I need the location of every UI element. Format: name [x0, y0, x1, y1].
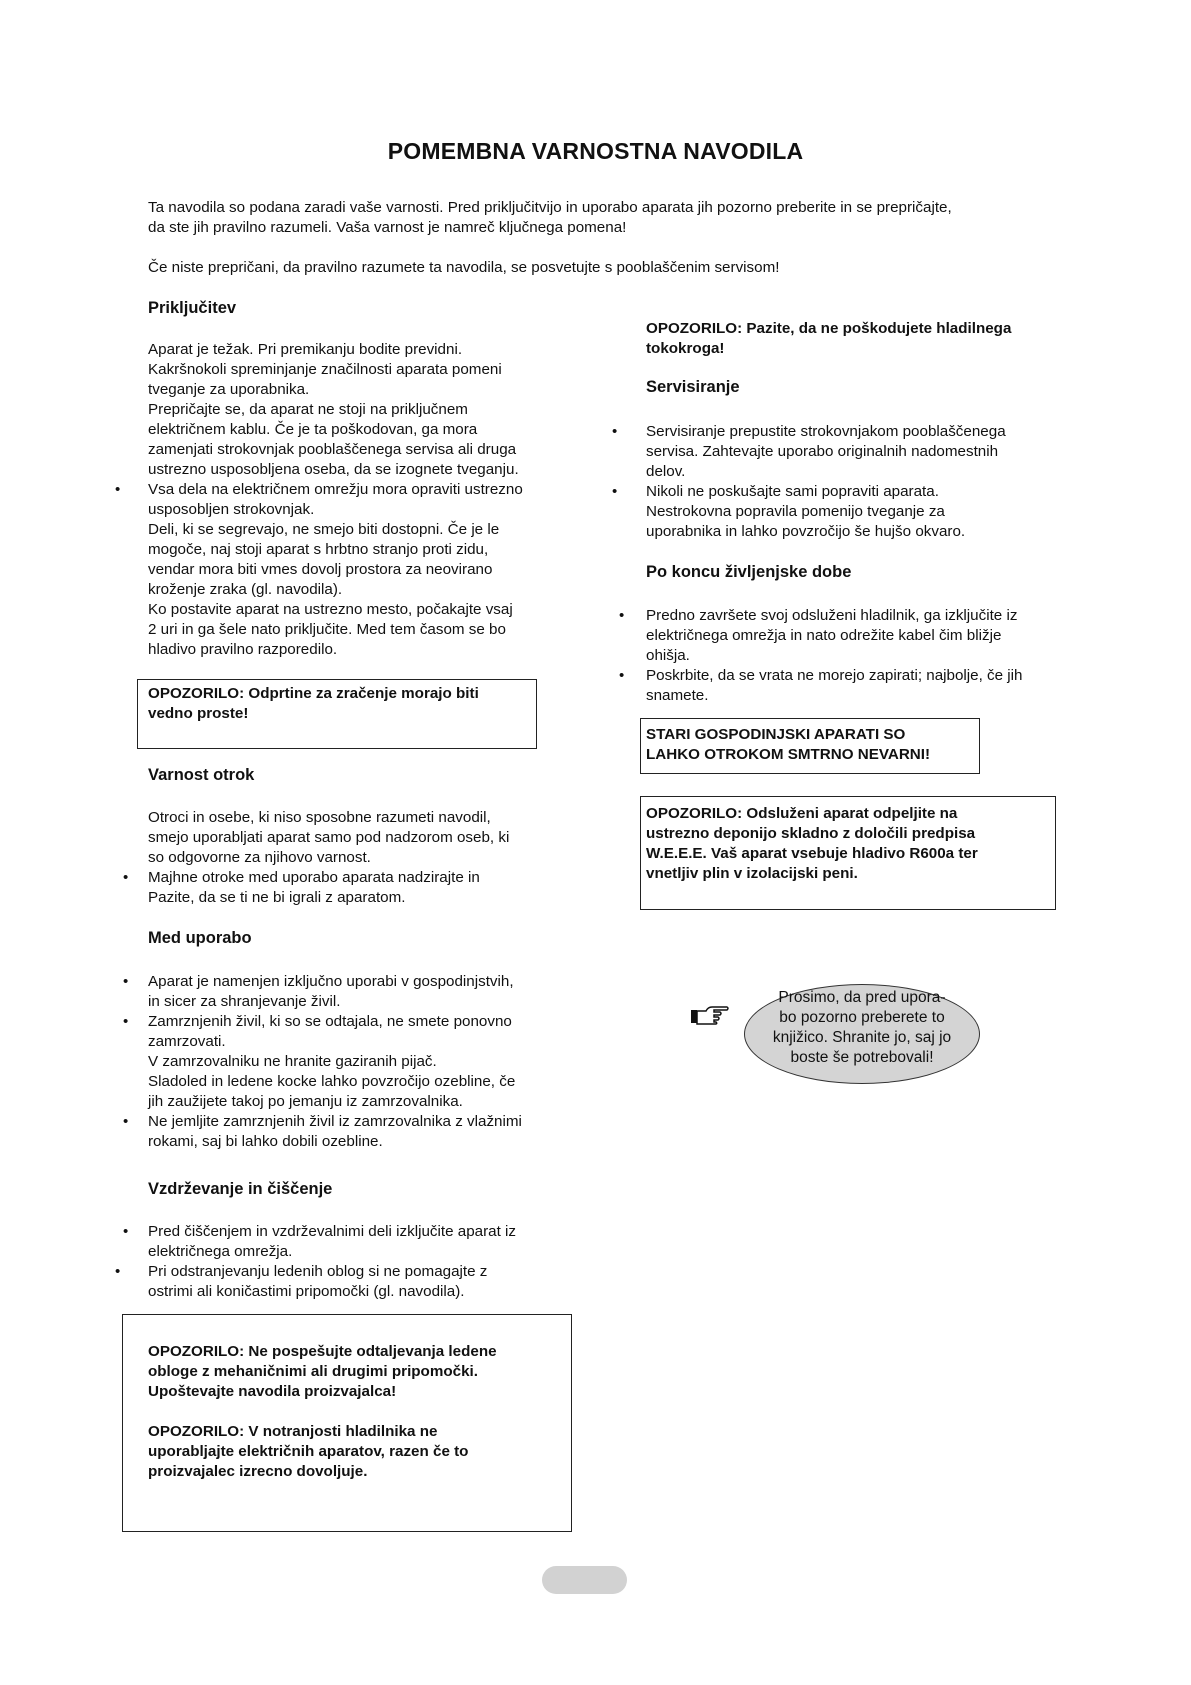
text-line: uporabnika in lahko povzročijo še hujšo okvaro.	[646, 523, 966, 540]
warning-electric-line: uporabljajte električnih aparatov, razen če to	[148, 1443, 469, 1460]
bullet: •	[123, 869, 129, 886]
note-line: Prosimo, da pred upora-	[778, 989, 946, 1006]
text-line: Majhne otroke med uporabo aparata nadzirajte in	[148, 869, 480, 886]
text-line: vendar mora biti vmes dovolj prostora za neovirano	[148, 561, 493, 578]
text-line: Ne jemljite zamrznjenih živil iz zamrzovalnika z vlažnimi	[148, 1113, 522, 1130]
warning-electric-line: OPOZORILO: V notranjosti hladilnika ne	[148, 1423, 438, 1440]
text-line: V zamrzovalniku ne hranite gaziranih pijač.	[148, 1053, 437, 1070]
heading-med-uporabo: Med uporabo	[148, 929, 252, 947]
text-line: električnem kablu. Če je ta poškodovan, ga mora	[148, 421, 478, 438]
text-line: Pazite, da se ti ne bi igrali z aparatom.	[148, 889, 406, 906]
text-line: usposobljen strokovnjak.	[148, 501, 315, 518]
text-line: Prepričajte se, da aparat ne stoji na priključnem	[148, 401, 468, 418]
disposal-line: OPOZORILO: Odsluženi aparat odpeljite na	[646, 805, 958, 822]
text-line: ostrimi ali koničastimi pripomočki (gl. navodila).	[148, 1283, 465, 1300]
heading-po-koncu: Po koncu življenjske dobe	[646, 563, 852, 581]
text-line: Zamrznjenih živil, ki so se odtajala, ne smete ponovno	[148, 1013, 512, 1030]
page-title: POMEMBNA VARNOSTNA NAVODILA	[387, 138, 804, 164]
text-line: 2 uri in ga šele nato priključite. Med tem časom se bo	[148, 621, 506, 638]
text-line: Kakršnokoli spreminjanje značilnosti aparata pomeni	[148, 361, 502, 378]
bullet: •	[115, 1263, 121, 1280]
heading-varnost-otrok: Varnost otrok	[148, 766, 255, 784]
text-line: Ko postavite aparat na ustrezno mesto, počakajte vsaj	[148, 601, 513, 618]
disposal-line: vnetljiv plin v izolacijski peni.	[646, 865, 858, 882]
bullet: •	[123, 973, 129, 990]
text-line: in sicer za shranjevanje živil.	[148, 993, 341, 1010]
text-line: zamenjati strokovnjak pooblaščenega servisa ali druga	[148, 441, 517, 458]
warning-defrost-line: obloge z mehaničnimi ali drugimi pripomočki.	[148, 1363, 478, 1380]
text-line: tveganje za uporabnika.	[148, 381, 310, 398]
note-text	[752, 988, 972, 1068]
bullet: •	[619, 607, 625, 624]
bullet: •	[123, 1013, 129, 1030]
old-appliances-line-1: STARI GOSPODINJSKI APARATI SO	[646, 726, 906, 743]
text-line: Pri odstranjevanju ledenih oblog si ne pomagajte z	[148, 1263, 488, 1280]
warning-vents-line-2: vedno proste!	[148, 705, 249, 722]
text-line: delov.	[646, 463, 686, 480]
warning-circuit-line-2: tokokroga!	[646, 340, 725, 357]
heading-vzdrzevanje: Vzdrževanje in čiščenje	[148, 1180, 333, 1198]
warning-vents-line-1: OPOZORILO: Odprtine za zračenje morajo biti	[148, 685, 479, 702]
text-line: Nestrokovna popravila pomenijo tveganje za	[646, 503, 945, 520]
warning-defrost-line: Upoštevajte navodila proizvajalca!	[148, 1383, 397, 1400]
text-line: Deli, ki se segrevajo, ne smejo biti dostopni. Če je le	[148, 521, 500, 538]
heading-prikljucitev: Priključitev	[148, 299, 237, 317]
text-line: mogoče, naj stoji aparat s hrbtno stranjo proti zidu,	[148, 541, 489, 558]
text-line: jih zaužijete takoj po jemanju iz zamrzovalnika.	[148, 1093, 463, 1110]
text-line: hladivo pravilno razporedilo.	[148, 641, 338, 658]
bullet: •	[612, 423, 618, 440]
warning-electric-line: proizvajalec izrecno dovoljuje.	[148, 1463, 368, 1480]
bullet: •	[619, 667, 625, 684]
text-line: servisa. Zahtevajte uporabo originalnih nadomestnih	[646, 443, 999, 460]
pointing-hand-icon	[690, 1004, 730, 1026]
intro-line-2: da ste jih pravilno razumeli. Vaša varnost je namreč ključnega pomena!	[148, 219, 627, 236]
heading-servisiranje: Servisiranje	[646, 378, 740, 396]
text-line: Servisiranje prepustite strokovnjakom pooblaščenega	[646, 423, 1006, 440]
note-line: knjižico. Shranite jo, saj jo	[772, 1029, 952, 1046]
note-line: boste še potrebovali!	[790, 1049, 934, 1066]
text-line: Poskrbite, da se vrata ne morejo zapirati; najbolje, če jih	[646, 667, 1023, 684]
text-line: zamrzovati.	[148, 1033, 226, 1050]
disposal-line: ustrezno deponijo skladno z določili predpisa	[646, 825, 976, 842]
text-line: snamete.	[646, 687, 709, 704]
text-line: ustrezno usposobljena oseba, da se izognete tveganju.	[148, 461, 519, 478]
text-line: Otroci in osebe, ki niso sposobne razumeti navodil,	[148, 809, 491, 826]
warning-circuit-line-1: OPOZORILO: Pazite, da ne poškodujete hladilnega	[646, 320, 1012, 337]
text-line: ohišja.	[646, 647, 690, 664]
old-appliances-line-2: LAHKO OTROKOM SMTRNO NEVARNI!	[646, 746, 931, 763]
text-line: Pred čiščenjem in vzdrževalnimi deli izključite aparat iz	[148, 1223, 517, 1240]
text-line: Aparat je težak. Pri premikanju bodite previdni.	[148, 341, 463, 358]
bullet: •	[123, 1113, 129, 1130]
text-line: smejo uporabljati aparat samo pod nadzorom oseb, ki	[148, 829, 510, 846]
warning-defrost-line: OPOZORILO: Ne pospešujte odtaljevanja ledene	[148, 1343, 497, 1360]
bullet: •	[115, 481, 121, 498]
text-line: Nikoli ne poskušajte sami popraviti aparata.	[646, 483, 939, 500]
text-line: kroženje zraka (gl. navodila).	[148, 581, 343, 598]
text-line: Vsa dela na električnem omrežju mora opraviti ustrezno	[148, 481, 523, 498]
text-line: električnega omrežja.	[148, 1243, 293, 1260]
text-line: Aparat je namenjen izključno uporabi v gospodinjstvih,	[148, 973, 514, 990]
intro-line-3: Če niste prepričani, da pravilno razumete ta navodila, se posvetujte s pooblaščenim servisom!	[148, 259, 780, 276]
text-line: Sladoled in ledene kocke lahko povzročijo ozebline, če	[148, 1073, 516, 1090]
note-line: bo pozorno preberete to	[779, 1009, 945, 1026]
text-line: Predno završete svoj odsluženi hladilnik, ga izključite iz	[646, 607, 1018, 624]
bullet: •	[123, 1223, 129, 1240]
page-number-pill	[542, 1566, 627, 1594]
intro-line-1: Ta navodila so podana zaradi vaše varnosti. Pred priključitvijo in uporabo aparata jih pozorno preberite in se prepričajte,	[148, 199, 952, 216]
text-line: rokami, saj bi lahko dobili ozebline.	[148, 1133, 383, 1150]
disposal-line: W.E.E.E. Vaš aparat vsebuje hladivo R600a ter	[646, 845, 978, 862]
text-line: električnega omrežja in nato odrežite kabel čim bližje	[646, 627, 1002, 644]
text-line: so odgovorne za njihovo varnost.	[148, 849, 371, 866]
bullet: •	[612, 483, 618, 500]
